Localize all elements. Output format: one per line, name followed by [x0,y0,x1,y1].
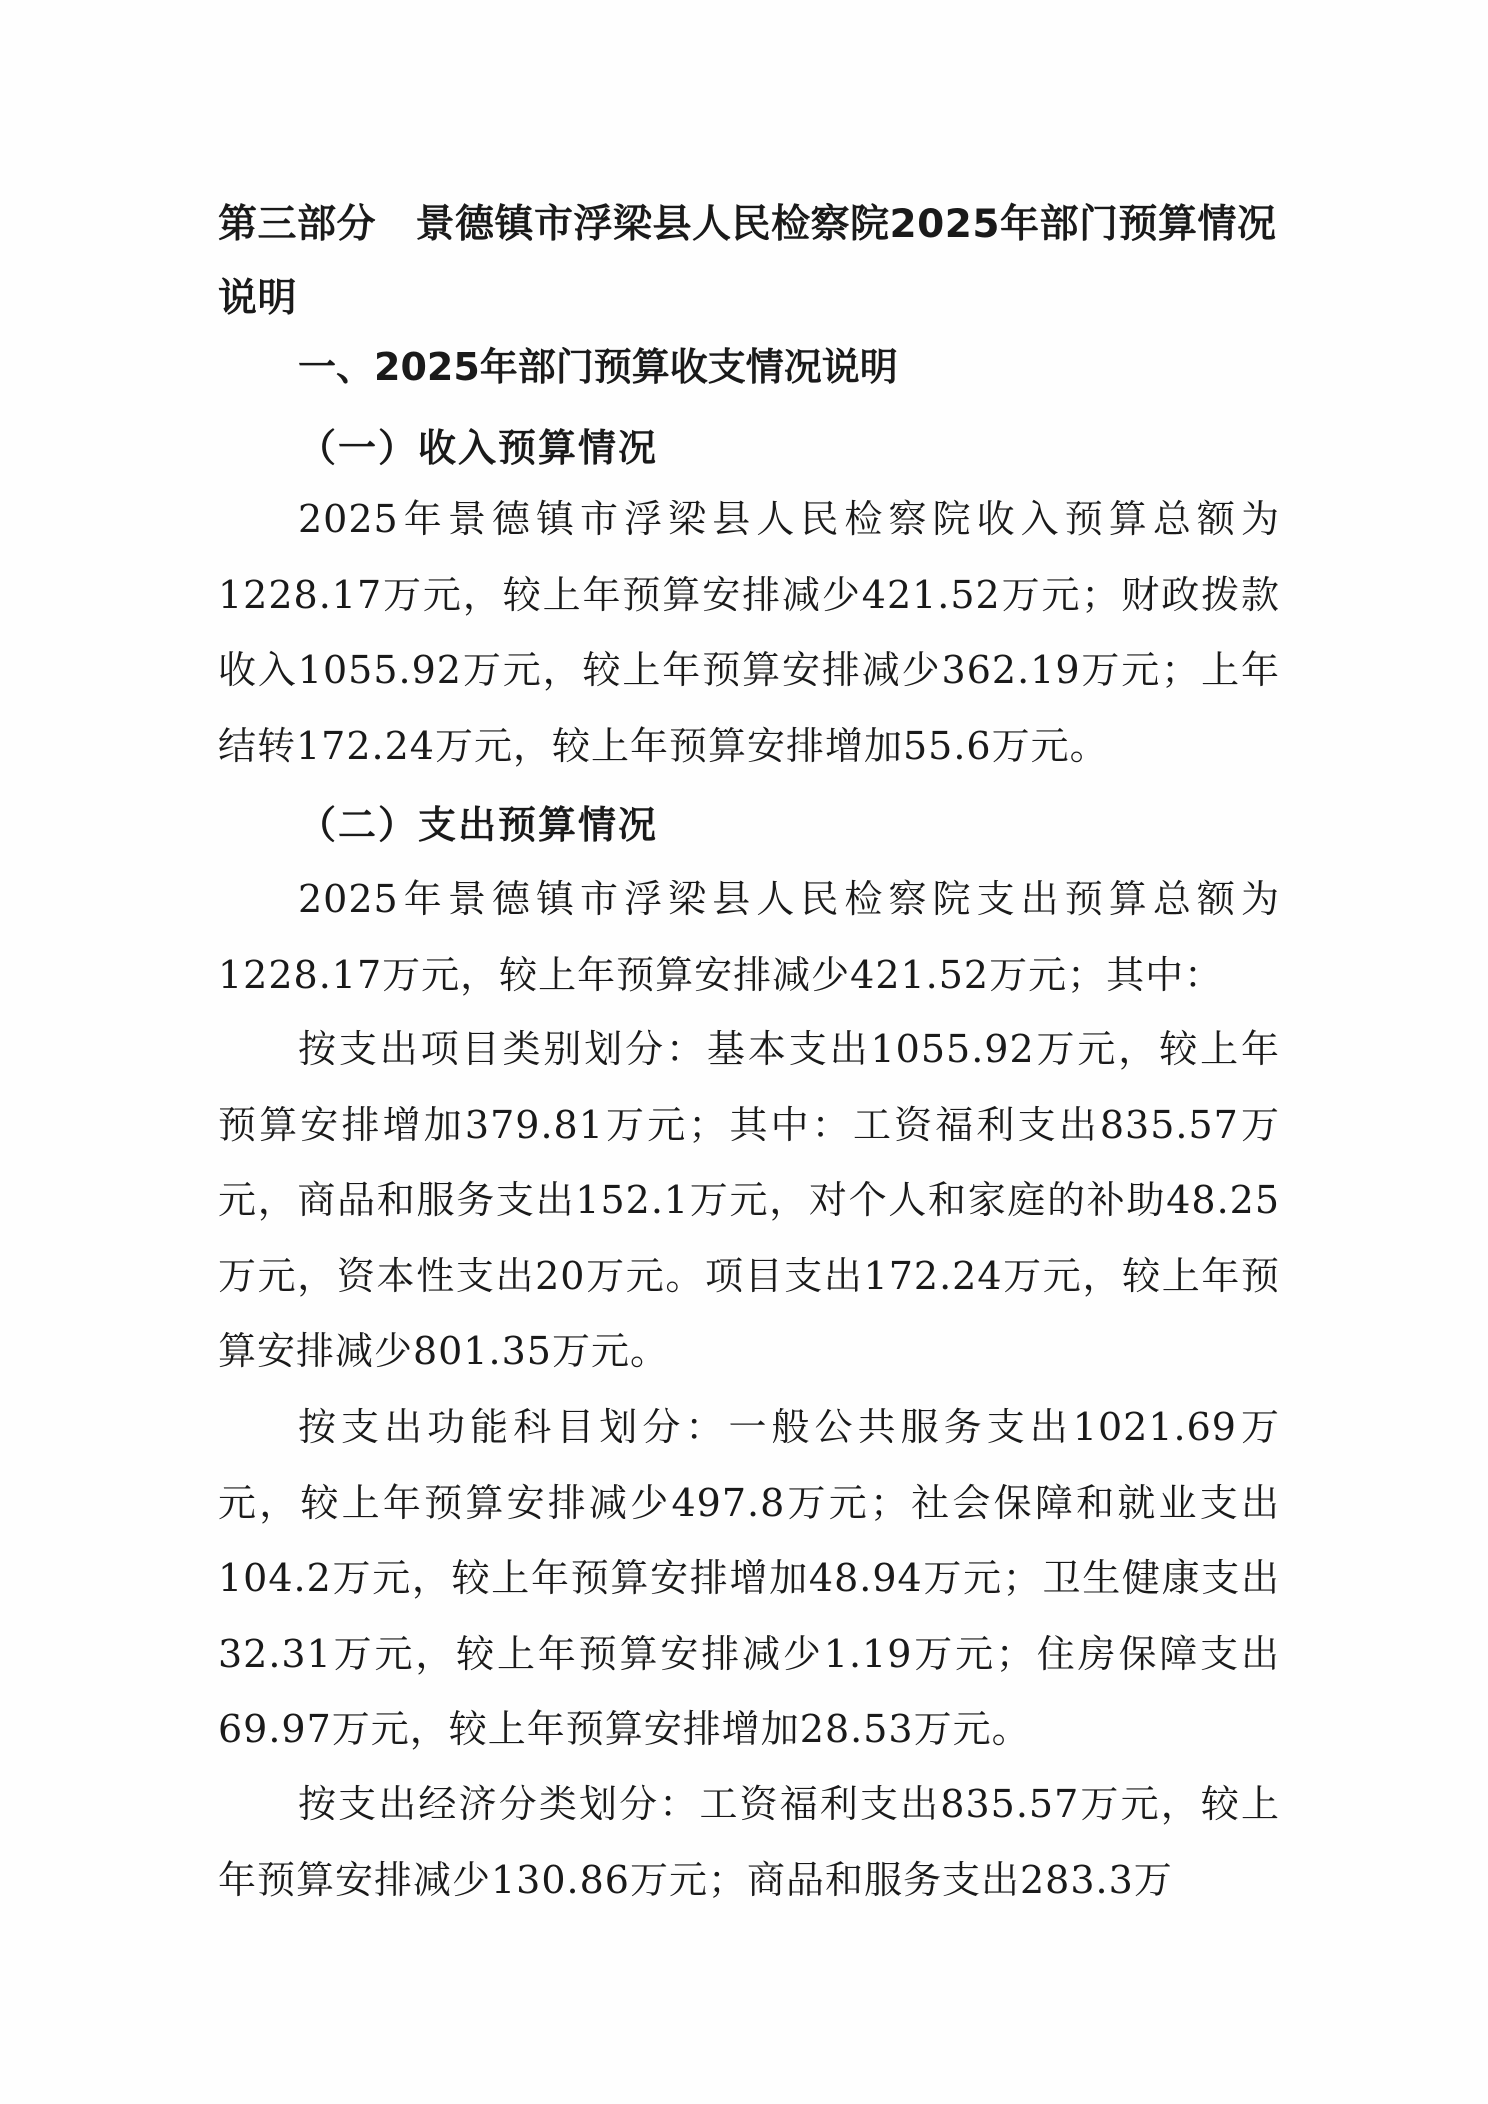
section-heading: 一、2025年部门预算收支情况说明 [298,345,898,389]
expenditure-total-paragraph: 2025年景德镇市浮梁县人民检察院支出预算总额为1228.17万元，较上年预算安排减少421.52万元；其中： [218,877,1280,997]
expenditure-by-economic-paragraph: 按支出经济分类划分：工资福利支出835.57万元，较上年预算安排减少130.86万元；商品和服务支出283.3万 [218,1782,1280,1902]
expenditure-by-project-paragraph: 按支出项目类别划分：基本支出1055.92万元，较上年预算安排增加379.81万元；其中：工资福利支出835.57万元，商品和服务支出152.1万元，对个人和家庭的补助48.25万元，资本性支出20万元。项目支出172.24万元，较上年预算安排减少801.35万元。 [218,1027,1280,1373]
subsection-heading-income: （一）收入预算情况 [298,425,659,470]
expenditure-by-function-paragraph: 按支出功能科目划分：一般公共服务支出1021.69万元，较上年预算安排减少497.8万元；社会保障和就业支出104.2万元，较上年预算安排增加48.94万元；卫生健康支出32.31万元，较上年预算安排减少1.19万元；住房保障支出69.97万元，较上年预算安排增加28.53万元。 [218,1405,1280,1751]
document-title: 第三部分 景德镇市浮梁县人民检察院2025年部门预算情况说明 [218,202,1277,321]
income-paragraph: 2025年景德镇市浮梁县人民检察院收入预算总额为1228.17万元，较上年预算安排减少421.52万元；财政拨款收入1055.92万元，较上年预算安排减少362.19万元；上年结转172.24万元，较上年预算安排增加55.6万元。 [218,497,1280,768]
subsection-heading-expenditure: （二）支出预算情况 [298,802,659,847]
